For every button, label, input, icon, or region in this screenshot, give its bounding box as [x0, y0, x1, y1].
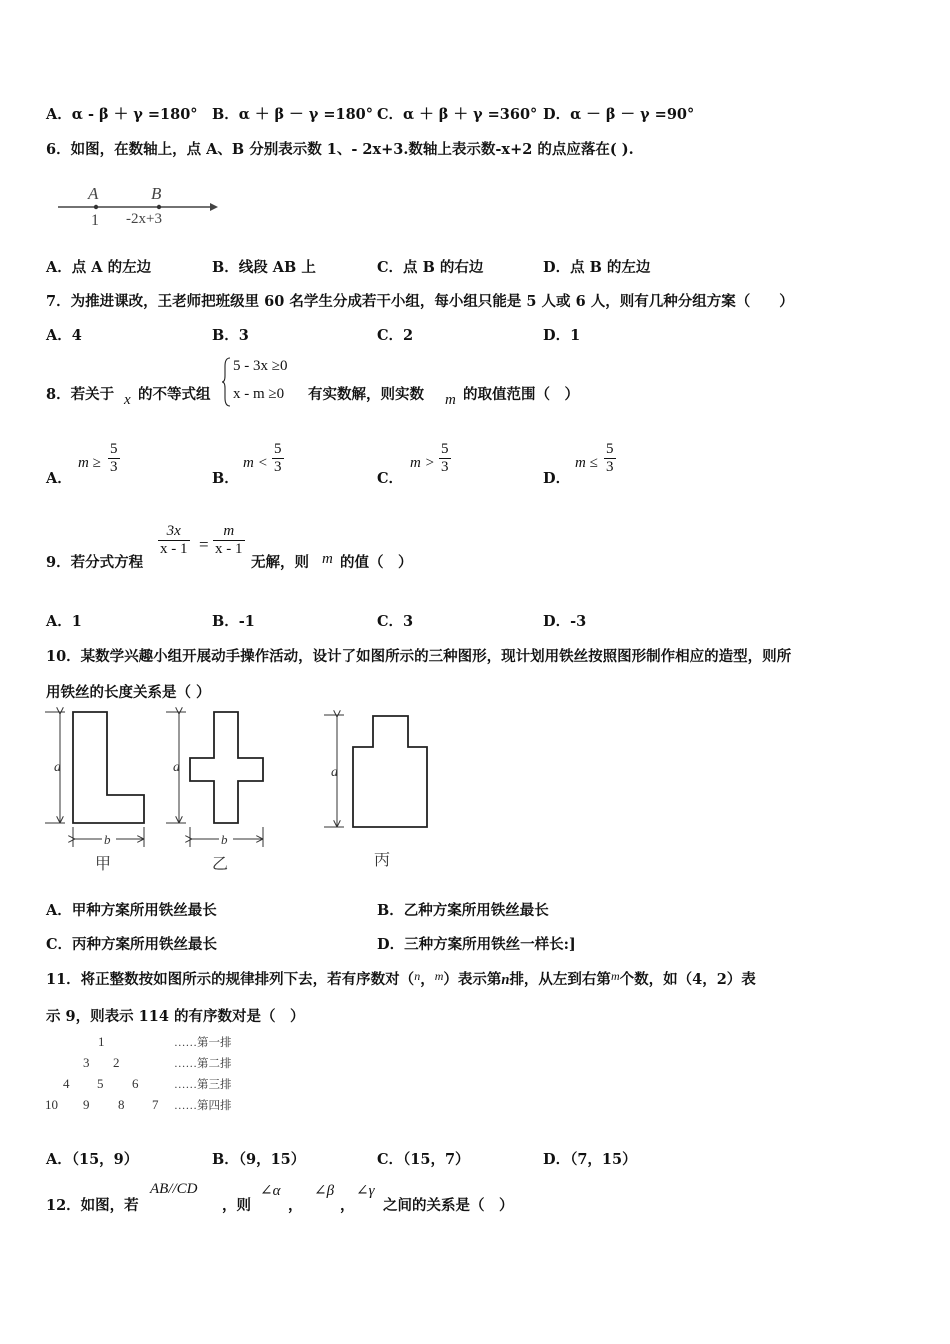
q8-option-d-label: D． [543, 470, 571, 487]
q9-equals: = [199, 535, 209, 554]
q6-option-b: B．线段 AB 上 [212, 259, 316, 276]
frac-denominator: 3 [606, 459, 614, 475]
q7-option-d: D．1 [543, 327, 581, 344]
triangle-number: 7 [152, 1097, 159, 1112]
row-label: ……第三排 [174, 1079, 232, 1091]
q7-option-b: B．3 [212, 327, 249, 344]
q5-option-c: C．α ＋ β ＋ γ =360° [377, 106, 538, 123]
q9-var-m: m [322, 551, 333, 567]
frac-denominator: 3 [110, 459, 118, 475]
point-a-value: 1 [91, 212, 99, 229]
q5-option-a: A．α - β ＋ γ =180° [46, 106, 198, 123]
frac-numerator: m [223, 523, 235, 539]
q8-prefix: 8．若关于 [46, 386, 115, 403]
q11-part-a: 11．将正整数按如图所示的规律排列下去，若有序数对（ [46, 971, 415, 988]
triangle-number: 9 [83, 1097, 90, 1112]
row-label: ……第一排 [174, 1037, 232, 1049]
frac-numerator: 5 [441, 441, 449, 457]
q6-option-c: C．点 B 的右边 [377, 259, 484, 276]
q8-option-a-lhs: m ≥ [78, 455, 101, 471]
q8-suffix-1: 有实数解，则实数 [308, 386, 424, 403]
q12-prefix: 12．如图，若 [46, 1197, 139, 1214]
dim-b-label: b [221, 832, 228, 847]
q5-option-d: D．α － β － γ =90° [543, 106, 695, 123]
q11-stem-line-1 [46, 968, 756, 989]
point-a-label: A [88, 184, 99, 203]
q12-sep-1: ， [288, 1197, 303, 1214]
triangle-number: 4 [63, 1076, 70, 1091]
shape-bing [324, 715, 427, 869]
q8-brace [222, 356, 232, 408]
q8-mid: 的不等式组 [138, 386, 211, 403]
row-label: ……第四排 [174, 1100, 232, 1112]
q10-option-a: A．甲种方案所用铁丝最长 [46, 902, 217, 919]
q12-angle-gamma: ∠γ [356, 1183, 375, 1199]
q10-stem-line-1: 10．某数学兴趣小组开展动手操作活动，设计了如图所示的三种图形，现计划用铁丝按照图形制作相应的造型，则所 [46, 648, 792, 665]
q11-var-m: m [434, 969, 444, 983]
row-label: ……第二排 [174, 1058, 232, 1070]
shape-name-jia: 甲 [95, 856, 112, 873]
q11-option-b: B．（9，15） [212, 1151, 306, 1168]
q12-angle-beta: ∠β [314, 1183, 335, 1199]
q9-prefix: 9．若分式方程 [46, 554, 144, 571]
q8-inequality-2: x - m ≥0 [233, 386, 285, 402]
q9-left-frac [158, 523, 190, 558]
q6-stem: 6．如图，在数轴上，点 A、B 分别表示数 1、- 2x+3.数轴上表示数-x+2 的点应落在( ). [46, 141, 634, 158]
q11-comma: ， [420, 971, 435, 988]
shape-yi [166, 712, 263, 873]
q8-option-d-frac [604, 441, 616, 476]
point-b-label: B [151, 184, 162, 203]
dim-a-label: a [331, 765, 338, 780]
q11-var-m-2: m [610, 969, 620, 983]
frac-numerator: 5 [110, 441, 118, 457]
q11-var-n-2: n [501, 972, 510, 988]
q8-option-a-frac [108, 441, 120, 476]
q9-suffix-1: 无解，则 [251, 554, 309, 571]
triangle-number: 8 [118, 1097, 125, 1112]
triangle-number: 10 [45, 1097, 58, 1112]
q8-inequality-1: 5 - 3x ≥0 [233, 358, 288, 374]
frac-numerator: 5 [274, 441, 282, 457]
q9-suffix-2: 的值（ ） [340, 554, 413, 571]
triangle-number: 5 [97, 1076, 104, 1091]
q9-option-d: D．-3 [543, 613, 587, 630]
q11-option-d: D．（7，15） [543, 1151, 637, 1168]
q11-var-n: n [414, 969, 421, 983]
q11-option-c: C．（15，7） [377, 1151, 470, 1168]
number-line-arrow [210, 203, 218, 211]
q8-option-c-label: C． [377, 470, 404, 487]
frac-numerator: 3x [166, 523, 181, 539]
q8-option-c-lhs: m > [410, 455, 435, 471]
frac-numerator: 5 [606, 441, 614, 457]
q9-option-a: A．1 [46, 613, 82, 630]
q10-option-c: C．丙种方案所用铁丝最长 [46, 936, 218, 953]
frac-denominator: 3 [274, 459, 282, 475]
number-line-figure [52, 178, 222, 233]
q11-part-c: 排，从左到右第 [509, 971, 611, 988]
q10-stem-line-2: 用铁丝的长度关系是（ ） [46, 684, 211, 701]
q10-option-d: D．三种方案所用铁丝一样长:] [377, 936, 576, 953]
q7-stem: 7．为推进课改，王老师把班级里 60 名学生分成若干小组，每小组只能是 5 人或 6 人，则有几种分组方案（ ） [46, 293, 794, 310]
q9-option-c: C．3 [377, 613, 414, 630]
shape-name-bing: 丙 [374, 852, 391, 869]
q8-option-c-frac [439, 441, 451, 476]
shape-name-yi: 乙 [212, 856, 229, 873]
q8-var-m: m [445, 392, 456, 408]
q8-option-a-label: A． [46, 470, 72, 487]
dim-b-label: b [104, 832, 111, 847]
q11-number-triangle [0, 1034, 260, 1118]
shape-jia [45, 712, 144, 873]
q12-sep-2: ， [340, 1197, 355, 1214]
q8-option-d-lhs: m ≤ [575, 455, 598, 471]
frac-denominator: 3 [441, 459, 449, 475]
q8-option-b-frac [272, 441, 284, 476]
triangle-number: 3 [83, 1055, 90, 1070]
q9-right-frac [213, 523, 245, 558]
q7-option-a: A．4 [46, 327, 82, 344]
q5-option-b: B．α ＋ β － γ =180° [212, 106, 374, 123]
point-b-dot [157, 205, 161, 209]
q9-option-b: B．-1 [212, 613, 255, 630]
frac-denominator: x - 1 [215, 541, 243, 557]
q6-option-d: D．点 B 的左边 [543, 259, 651, 276]
q11-stem-line-2: 示 9，则表示 114 的有序数对是（ ） [46, 1008, 305, 1025]
q6-option-a: A．点 A 的左边 [46, 259, 152, 276]
dim-a-label: a [173, 760, 180, 775]
q12-parallel: AB//CD [150, 1181, 198, 1197]
q10-shapes-figure [40, 705, 440, 875]
q10-option-b: B．乙种方案所用铁丝最长 [377, 902, 549, 919]
q8-option-b-lhs: m < [243, 455, 268, 471]
q8-option-b-label: B． [212, 470, 239, 487]
point-a-dot [94, 205, 98, 209]
triangle-number: 2 [113, 1055, 120, 1070]
q11-part-d: 个数，如（4，2）表 [619, 971, 756, 988]
q8-suffix-2: 的取值范围（ ） [463, 386, 579, 403]
q11-part-b: ）表示第 [443, 971, 502, 988]
q7-option-c: C．2 [377, 327, 414, 344]
point-b-value: -2x+3 [126, 211, 162, 227]
triangle-number: 6 [132, 1076, 139, 1091]
triangle-number: 1 [98, 1034, 105, 1049]
q12-suffix: 之间的关系是（ ） [383, 1197, 514, 1214]
dim-a-label: a [54, 760, 61, 775]
q12-mid: ，则 [222, 1197, 251, 1214]
q11-option-a: A．（15，9） [46, 1151, 139, 1168]
q12-angle-alpha: ∠α [260, 1183, 281, 1199]
frac-denominator: x - 1 [160, 541, 188, 557]
q8-var-x: x [124, 392, 131, 408]
